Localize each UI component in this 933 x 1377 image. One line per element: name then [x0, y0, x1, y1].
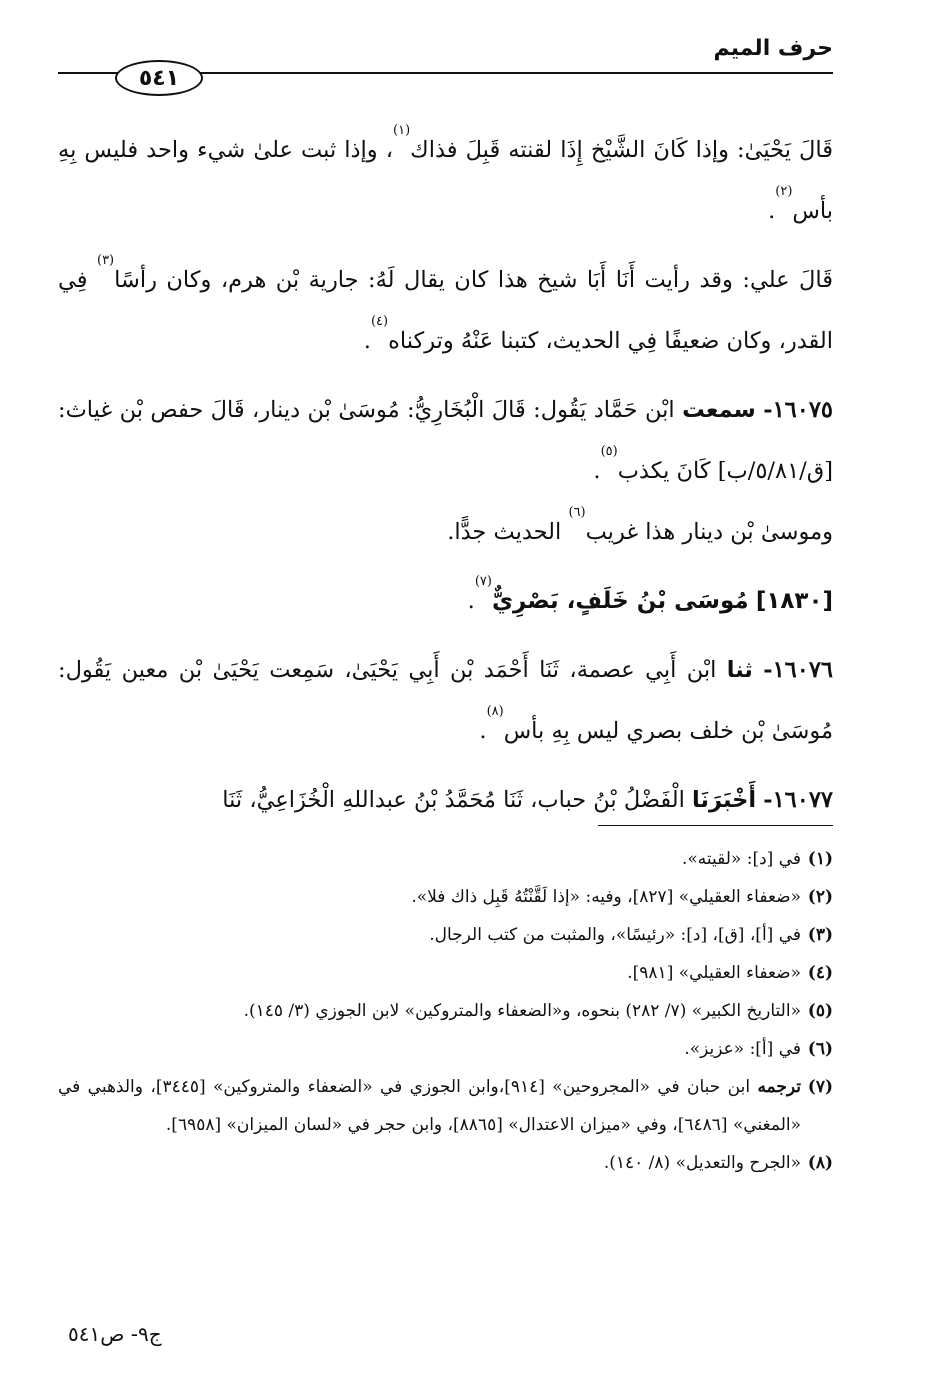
paragraph	[58, 120, 833, 242]
footnote-item	[58, 1068, 833, 1144]
footnote-ref[interactable]: (٥)	[600, 444, 618, 459]
footnotes	[58, 840, 833, 1182]
narration-keyword: ثنا	[726, 657, 753, 683]
footnote-number: (٦)	[807, 1039, 833, 1059]
paragraph-text: فِي القدر، وكان ضعيفًا فِي الحديث، كتبنا عَنْهُ وتركناه	[58, 267, 833, 354]
footnote-item	[58, 916, 833, 954]
paragraph-text: ، وإذا ثبت علىٰ شيء واحد فليس بِهِ بأس	[58, 137, 833, 224]
paragraph-text: .	[479, 718, 487, 744]
footnote-text: «الجرح والتعديل» (٨/ ١٤٠).	[603, 1153, 801, 1173]
paragraph-text: الْفَضْلُ بْنُ حباب، ثَنَا مُحَمَّدُ بْنُ عبداللهِ الْخُزَاعِيُّ، ثَنَا	[222, 787, 693, 813]
footnote-item	[58, 878, 833, 916]
paragraph-text: .	[467, 588, 475, 614]
footnote-ref[interactable]: (٤)	[370, 314, 389, 329]
paragraph-text: الحديث جدًّا.	[447, 519, 569, 545]
hadith-entry	[58, 380, 833, 502]
footnote-ref[interactable]: (١)	[393, 123, 411, 138]
hadith-number: ١٦٠٧٧-	[763, 787, 833, 813]
footnote-number: (٧)	[807, 1077, 833, 1097]
footnote-ref[interactable]: (٢)	[775, 184, 793, 199]
footnote-ref[interactable]: (٦)	[568, 505, 586, 520]
paragraph-text: ابْن حَمَّاد يَقُول: قَالَ الْبُخَارِيُّ: مُوسَىٰ بْن دينار، قَالَ حفص بْن غياث: [ق/٥/٨١/ب] كَانَ يكذب	[58, 397, 833, 484]
footnote-text	[58, 1068, 801, 1144]
main-text	[58, 120, 833, 831]
paragraph-text: .	[363, 328, 371, 354]
narration-keyword: سمعت	[682, 397, 756, 423]
footnote-ref[interactable]: (٨)	[486, 704, 504, 719]
paragraph-text: وموسىٰ بْن دينار هذا غريب	[585, 519, 833, 545]
narration-keyword: أَخْبَرَنَا	[692, 787, 757, 813]
footnote-text: في [د]: «لقيته».	[681, 849, 801, 869]
paragraph-text: .	[768, 198, 776, 224]
footnote-number: (٨)	[807, 1153, 833, 1173]
footnote-number: (٥)	[807, 1001, 833, 1021]
footnote-body: ابن حبان في «المجروحين» [٩١٤]،وابن الجوزي في «الضعفاء والمتروكين» [٣٤٤٥]، والذهبي في «المغني» [٦٤٨٦]، وفي «ميزان الاعتدال» [٨٨٦٥]، وابن حجر في «لسان الميزان» [٦٩٥٨].	[58, 1077, 801, 1135]
paragraph-text: ابْن أَبِي عصمة، ثَنَا أَحْمَد بْن أَبِي يَحْيَىٰ، سَمِعت يَحْيَىٰ بْن معين يَقُول: مُوسَىٰ بْن خلف بصري ليس بِهِ بأس	[58, 657, 833, 744]
page-number: ٥٤١	[138, 65, 180, 91]
footnote-item	[58, 840, 833, 878]
footnote-number: (١)	[807, 849, 833, 869]
biography-heading	[58, 571, 833, 632]
chapter-title: حرف الميم	[713, 36, 833, 61]
hadith-entry	[58, 770, 833, 831]
footnote-ref[interactable]: (٧)	[474, 574, 492, 589]
hadith-number: ١٦٠٧٥-	[763, 397, 833, 423]
paragraph	[58, 502, 833, 563]
paragraph-text: قَالَ علي: وقد رأيت أَنَا أَبَا شيخ هذا كان يقال لَهُ: جارية بْن هرم، وكان رأسًا	[114, 267, 834, 293]
paragraph	[58, 250, 833, 372]
footnote-item	[58, 992, 833, 1030]
footnote-item	[58, 1144, 833, 1182]
footnote-item	[58, 954, 833, 992]
footnote-text: «ضعفاء العقيلي» [٩٨١].	[627, 963, 801, 983]
footnote-text: في [أ]: «عزيز».	[684, 1039, 801, 1059]
paragraph-text: .	[593, 458, 601, 484]
hadith-entry	[58, 640, 833, 762]
footnote-text: «التاريخ الكبير» (٧/ ٢٨٢) بنحوه، و«الضعفاء والمتروكين» لابن الجوزي (٣/ ١٤٥).	[243, 1001, 801, 1021]
volume-page-marker: ج٩- ص٥٤١	[68, 1322, 162, 1346]
footnote-separator	[598, 825, 833, 826]
footnote-label: ترجمه	[757, 1077, 801, 1097]
footnote-text: في [أ]، [ق]، [د]: «رئيسًا»، والمثبت من كتب الرجال.	[429, 925, 801, 945]
page-number-badge	[115, 60, 203, 96]
footnote-number: (٣)	[807, 925, 833, 945]
footnote-ref[interactable]: (٣)	[96, 253, 115, 268]
footnote-text: «ضعفاء العقيلي» [٨٢٧]، وفيه: «إذا لَقَّنْتُهُ قَبِل ذاك فلا».	[411, 887, 801, 907]
paragraph-text: قَالَ يَحْيَىٰ: وإذا كَانَ الشَّيْخ إِذَا لقنته قَبِلَ فذاك	[410, 137, 834, 163]
entry-name: مُوسَى بْنُ خَلَفٍ، بَصْرِيٌّ	[491, 588, 749, 614]
entry-number: [١٨٣٠]	[755, 588, 833, 614]
footnote-number: (٢)	[807, 887, 833, 907]
footnote-item	[58, 1030, 833, 1068]
hadith-number: ١٦٠٧٦-	[763, 657, 834, 683]
footnote-number: (٤)	[807, 963, 833, 983]
